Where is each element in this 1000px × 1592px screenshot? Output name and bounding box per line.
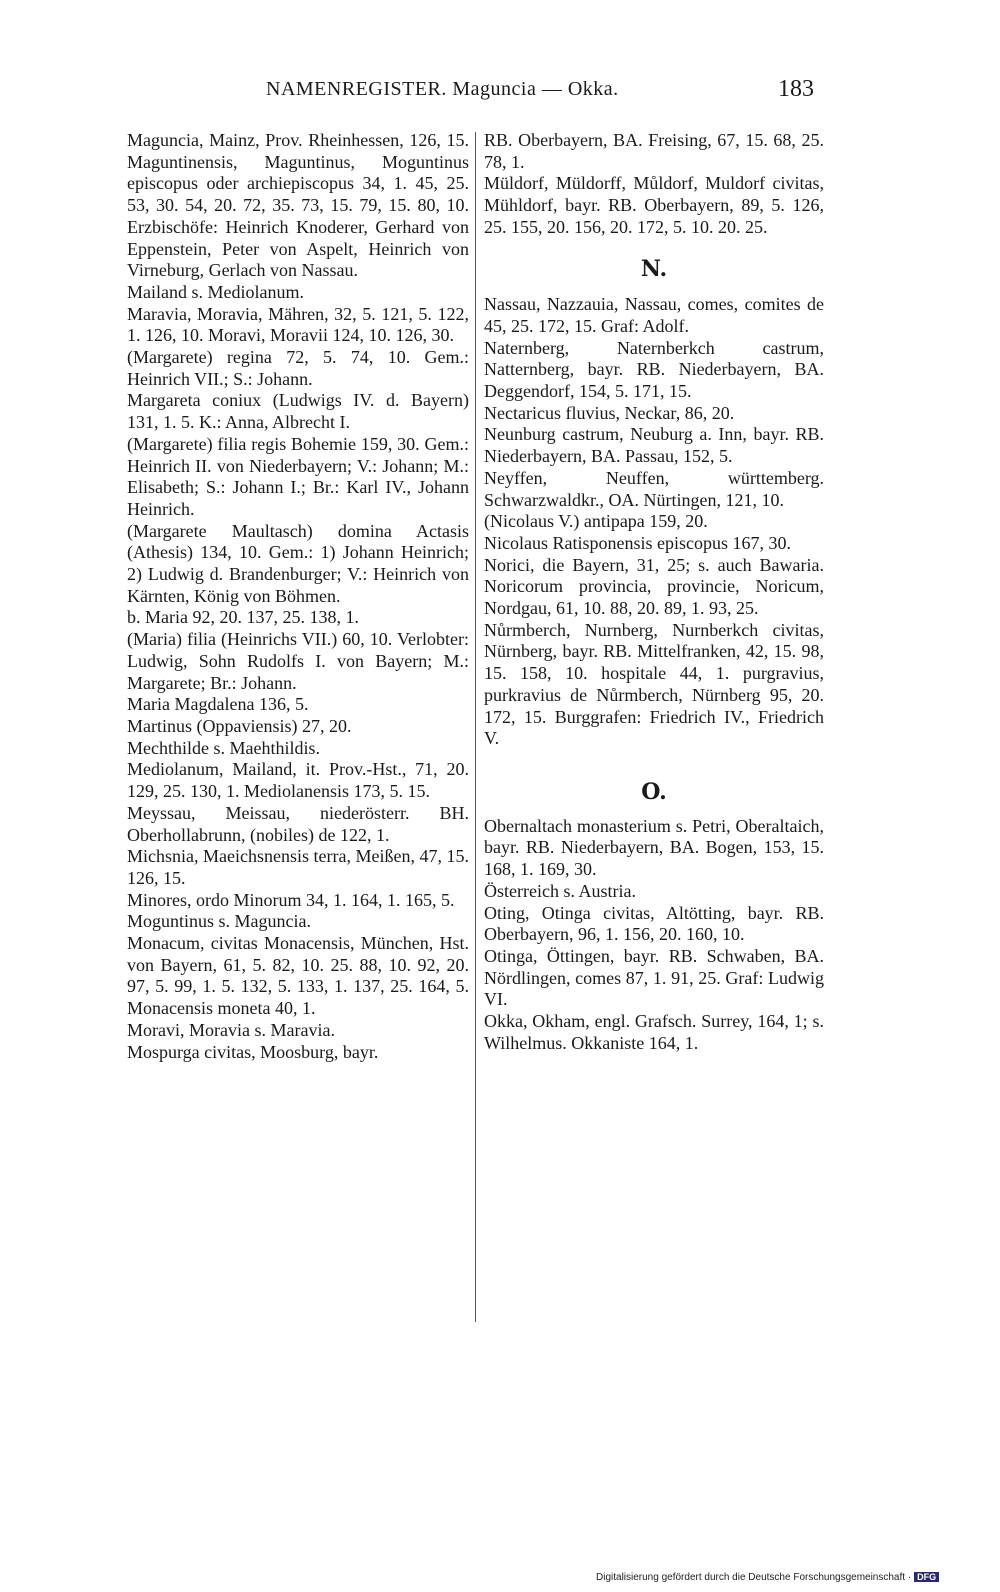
index-entry: Nassau, Nazzauia, Nassau, comes, comites de 45, 25. 172, 15. Graf: Adolf. (484, 294, 824, 336)
index-entry: Moguntinus s. Maguncia. (127, 911, 311, 932)
page-header (0, 78, 1000, 110)
section-letter-n: N. (640, 255, 668, 282)
index-entry: (Maria) filia (Heinrichs VII.) 60, 10. Verlobter: Ludwig, Sohn Rudolfs I. von Bayern; M.: Margarete; Br.: Johann. (127, 629, 469, 693)
index-entry: (Margarete) filia regis Bohemie 159, 30. Gem.: Heinrich II. von Niederbayern; V.: Johann; M.: Elisabeth; S.: Johann I.; Br.: Karl IV., Johann Heinrich. (127, 433, 469, 519)
index-entry: Naternberg, Naternberkch castrum, Natternberg, bayr. RB. Niederbayern, BA. Deggendorf, 154, 5. 171, 15. (484, 337, 824, 402)
index-entry: Nectaricus fluvius, Neckar, 86, 20. (484, 402, 735, 423)
index-entry: Mailand s. Mediolanum. (127, 281, 304, 302)
index-entry: Maravia, Moravia, Mähren, 32, 5. 121, 5. 122, 1. 126, 10. Moravi, Moravii 124, 10. 126, 30. (127, 303, 469, 346)
index-entry: Mediolanum, Mailand, it. Prov.-Hst., 71, 20. 129, 25. 130, 1. Mediolanensis 173, 5. 15. (127, 759, 469, 802)
index-entry: Österreich s. Austria. (484, 880, 636, 901)
index-entry: Moravi, Moravia s. Maravia. (127, 1019, 335, 1040)
index-entry: Okka, Okham, engl. Grafsch. Surrey, 164, 1; s. Wilhelmus. Okkaniste 164, 1. (484, 1011, 824, 1053)
index-entry: Oting, Otinga civitas, Altötting, bayr. RB. Oberbayern, 96, 1. 156, 20. 160, 10. (484, 902, 824, 945)
index-entry: Margareta coniux (Ludwigs IV. d. Bayern) 131, 1. 5. K.: Anna, Albrecht I. (127, 390, 469, 433)
digitization-footer (596, 1572, 939, 1583)
column-divider (475, 132, 476, 1322)
index-entry: Obernaltach monasterium s. Petri, Oberaltaich, bayr. RB. Niederbayern, BA. Bogen, 153, 15. 168, 1. 169, 30. (484, 815, 824, 880)
index-entry: (Nicolaus V.) antipapa 159, 20. (484, 511, 708, 532)
index-entry: RB. Oberbayern, BA. Freising, 67, 15. 68, 25. 78, 1. (484, 130, 824, 172)
index-entry: Martinus (Oppaviensis) 27, 20. (127, 715, 352, 736)
index-entry: Otinga, Öttingen, bayr. RB. Schwaben, BA. Nördlingen, comes 87, 1. 91, 25. Graf: Ludwig VI. (484, 945, 824, 1010)
left-column (127, 130, 469, 1063)
index-entry: Neunburg castrum, Neuburg a. Inn, bayr. RB. Niederbayern, BA. Passau, 152, 5. (484, 424, 824, 467)
index-entry: Meyssau, Meissau, niederösterr. BH. Oberhollabrunn, (nobiles) de 122, 1. (127, 802, 469, 845)
index-entry: Neyffen, Neuffen, württemberg. Schwarzwaldkr., OA. Nürtingen, 121, 10. (484, 467, 824, 510)
index-entry: (Margarete) regina 72, 5. 74, 10. Gem.: Heinrich VII.; S.: Johann. (127, 347, 469, 389)
running-title: NAMENREGISTER. Maguncia — Okka. (266, 78, 619, 100)
dfg-logo: DFG (914, 1572, 939, 1582)
index-entry: Monacum, civitas Monacensis, München, Hst. von Bayern, 61, 5. 82, 10. 25. 88, 10. 92, 20. 97, 5. 99, 1. 5. 132, 5. 133, 1. 137, 25. 164, 5. Monacensis moneta 40, 1. (127, 933, 469, 1019)
index-entry: Mospurga civitas, Moosburg, bayr. (127, 1041, 379, 1062)
index-entry: Michsnia, Maeichsnensis terra, Meißen, 47, 15. 126, 15. (127, 846, 469, 888)
index-entry: Müldorf, Müldorff, Můldorf, Muldorf civitas, Mühldorf, bayr. RB. Oberbayern, 89, 5. 126, 25. 155, 20. 156, 20. 172, 5. 10. 20. 25. (484, 173, 824, 237)
section-letter-o: O. (641, 778, 667, 805)
index-entry: Nůrmberch, Nurnberg, Nurnberkch civitas, Nürnberg, bayr. RB. Mittelfranken, 42, 15. 98, 15. 158, 10. hospitale 44, 1. purgravius, purkravius de Nůrmberch, Nürnberg 95, 20. 172, 15. Burggrafen: Friedrich IV., Friedrich V. (484, 619, 824, 749)
index-entry: Maguncia, Mainz, Prov. Rheinhessen, 126, 15. Maguntinensis, Maguntinus, Moguntinus episcopus oder archiepiscopus 34, 1. 45, 25. 53, 30. 54, 20. 72, 35. 73, 15. 79, 15. 80, 10. Erzbischöfe: Heinrich Knoderer, Gerhard von Eppenstein, Peter von Aspelt, Heinrich von Virneburg, Gerlach von Nassau. (127, 130, 469, 281)
index-entry: b. Maria 92, 20. 137, 25. 138, 1. (127, 607, 359, 628)
right-column (484, 130, 824, 1054)
footer-text: Digitalisierung gefördert durch die Deutsche Forschungsgemeinschaft · (596, 1572, 912, 1583)
index-entry: Nicolaus Ratisponensis episcopus 167, 30. (484, 532, 791, 553)
index-entry: (Margarete Maultasch) domina Actasis (Athesis) 134, 10. Gem.: 1) Johann Heinrich; 2) Ludwig d. Brandenburger; V.: Heinrich von Kärnten, König von Böhmen. (127, 520, 469, 606)
index-entry: Norici, die Bayern, 31, 25; s. auch Bawaria. Noricorum provincia, provincie, Noricum, Nordgau, 61, 10. 88, 20. 89, 1. 93, 25. (484, 554, 824, 619)
index-entry: Minores, ordo Minorum 34, 1. 164, 1. 165, 5. (127, 889, 455, 910)
index-entry: Mechthilde s. Maehthildis. (127, 737, 320, 758)
index-entry: Maria Magdalena 136, 5. (127, 694, 309, 715)
page-number: 183 (778, 76, 814, 102)
